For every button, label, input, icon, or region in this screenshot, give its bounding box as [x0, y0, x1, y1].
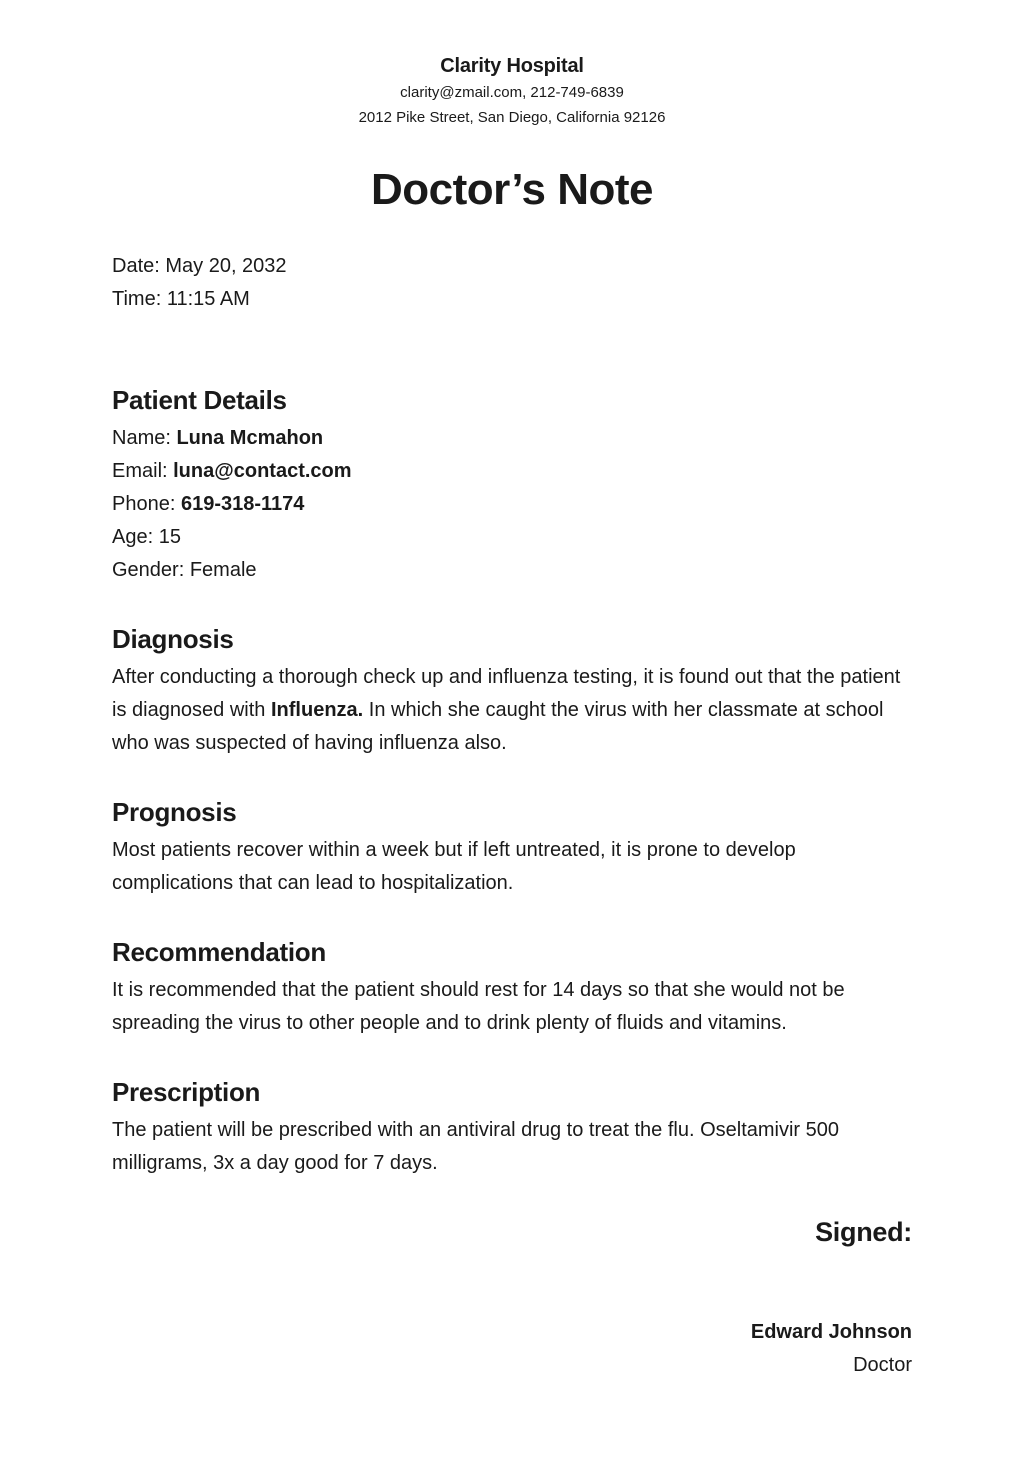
date-row — [112, 250, 912, 283]
patient-gender-value: Female — [189, 559, 257, 581]
patient-phone-row — [112, 488, 912, 521]
time-label: Time: — [112, 288, 167, 310]
date-label: Date: — [112, 255, 166, 277]
patient-gender-label: Gender: — [112, 559, 190, 581]
prescription-heading: Prescription — [112, 1077, 261, 1107]
time-value: 11:15 AM — [166, 288, 250, 310]
patient-name-row — [112, 422, 912, 455]
diagnosis-text — [112, 661, 912, 760]
prognosis-section — [112, 794, 912, 900]
patient-age-value: 15 — [158, 526, 181, 548]
hospital-address: 2012 Pike Street, San Diego, California 92126 — [358, 109, 666, 126]
hospital-contact: clarity@zmail.com, 212-749-6839 — [400, 84, 624, 101]
note-meta — [112, 250, 912, 316]
patient-age-label: Age: — [112, 526, 159, 548]
prescription-section — [112, 1074, 912, 1180]
recommendation-heading: Recommendation — [112, 937, 326, 967]
signed-label: Signed: — [815, 1217, 912, 1247]
recommendation-section — [112, 934, 912, 1040]
patient-age-row — [112, 521, 912, 554]
patient-gender-row — [112, 554, 912, 587]
signature-block — [751, 1212, 912, 1382]
recommendation-text: It is recommended that the patient should rest for 14 days so that she would not be spreading the virus to other people and to drink plenty of fluids and vitamins. — [112, 979, 845, 1034]
diagnosis-text-start: After conducting a thorough check up and influenza testing, it is found out that the patient is diagnosed with — [112, 666, 901, 721]
patient-name-label: Name: — [112, 427, 177, 449]
patient-details-heading: Patient Details — [112, 385, 287, 415]
letterhead — [0, 52, 1024, 130]
patient-details-section — [112, 382, 912, 587]
patient-name-value: Luna Mcmahon — [176, 427, 324, 449]
diagnosis-heading: Diagnosis — [112, 624, 234, 654]
diagnosis-text-end: In which she caught the virus with her classmate at school who was suspected of having influenza also. — [112, 699, 884, 754]
prognosis-heading: Prognosis — [112, 797, 237, 827]
prognosis-text: Most patients recover within a week but if left untreated, it is prone to develop complications that can lead to hospitalization. — [112, 839, 796, 894]
time-row — [112, 283, 912, 316]
date-value: May 20, 2032 — [165, 255, 287, 277]
patient-phone-value: 619-318-1174 — [180, 493, 305, 515]
diagnosis-section — [112, 621, 912, 760]
signer-role: Doctor — [853, 1354, 912, 1376]
page-title: Doctor’s Note — [371, 165, 653, 214]
hospital-name: Clarity Hospital — [440, 55, 584, 77]
diagnosis-condition: Influenza. — [270, 699, 364, 721]
patient-email-label: Email: — [112, 460, 174, 482]
prescription-text: The patient will be prescribed with an antiviral drug to treat the flu. Oseltamivir 500 milligrams, 3x a day good for 7 days. — [112, 1119, 840, 1174]
patient-email-row — [112, 455, 912, 488]
patient-email-value: luna@contact.com — [173, 460, 352, 482]
patient-phone-label: Phone: — [112, 493, 181, 515]
signer-name: Edward Johnson — [750, 1321, 912, 1343]
